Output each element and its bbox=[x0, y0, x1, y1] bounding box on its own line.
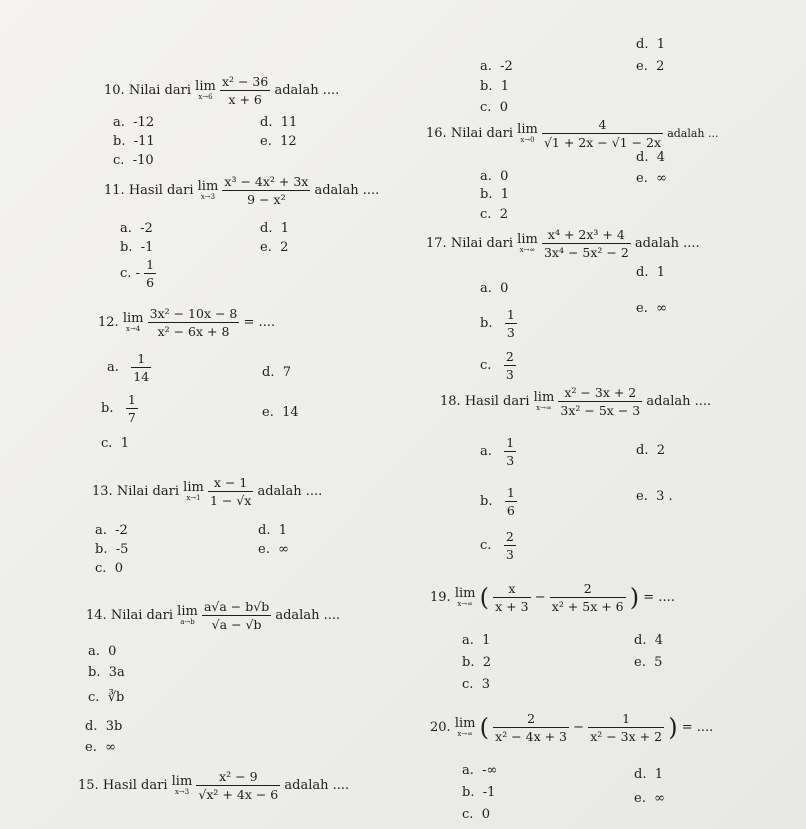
fraction: $\frac{4}{√1 + 2x - √1 - 2x}$ bbox=[543, 117, 662, 151]
question-17: 17. Nilai dari lim x→∞ $\frac{\text{x⁴ + 2x³ + 4}}{\text{3x⁴ − 5x² − 2}}$ adalah .... bbox=[426, 227, 700, 261]
question-10: 10. Nilai dari lim x→6 $\frac{\text{x² − 36}}{x + 6}$ adalah .... bbox=[104, 74, 340, 108]
question-19: 19. lim x→∞ ( $\frac{x}{x + 3}$ − $\frac{2}{\text{x² + 5x + 6}}$ ) = .... bbox=[430, 581, 675, 615]
question-13: 13. Nilai dari lim x→1 $\frac{x - 1}{1 - √x}$ adalah .... bbox=[92, 475, 323, 509]
limit-operator: lim x→∞ bbox=[454, 716, 476, 739]
fraction: $\frac{1}{\text{x² − 3x + 2}}$ bbox=[590, 711, 663, 745]
option-b: b. 1 bbox=[480, 79, 510, 94]
option-c: c. $\frac{2}{3}$ bbox=[480, 529, 514, 563]
question-number: 19. bbox=[430, 590, 451, 606]
question-number: 20. bbox=[430, 720, 451, 736]
question-number: 11. bbox=[104, 183, 125, 199]
option-d: d. 3b bbox=[85, 719, 123, 734]
option-b: b. 1 bbox=[480, 187, 510, 202]
option-d: d. 7 bbox=[262, 365, 292, 380]
question-number: 12. bbox=[98, 315, 119, 331]
option-b: b. $\frac{1}{7}$ bbox=[101, 392, 136, 426]
option-e: e. ∞ bbox=[634, 791, 665, 806]
fraction: $\frac{x}{x + 3}$ bbox=[495, 581, 529, 615]
fraction: $\frac{2}{\text{x² + 5x + 6}}$ bbox=[551, 581, 624, 615]
option-a: a. -2 bbox=[95, 523, 128, 538]
option-c: c. - $\frac{1}{6}$ bbox=[120, 257, 155, 291]
fraction: $\frac{x - 1}{1 - √x}$ bbox=[209, 475, 252, 509]
option-b: b. 2 bbox=[462, 655, 492, 670]
option-b: b. -1 bbox=[120, 240, 154, 255]
option-d: d. 4 bbox=[636, 150, 666, 165]
fraction: $\frac{a√a - b√b}{√a - √b}$ bbox=[203, 599, 270, 633]
option-b: b. 3a bbox=[88, 665, 125, 680]
fraction: $\frac{\text{3x² − 10x − 8}}{\text{x² − 6x + 8}}$ bbox=[149, 306, 238, 340]
option-d: d. 1 bbox=[258, 523, 288, 538]
option-c: c. 2 bbox=[480, 207, 508, 222]
option-e: e. 14 bbox=[262, 405, 299, 420]
option-d: d. 1 bbox=[634, 767, 664, 782]
question-11: 11. Hasil dari lim x→3 $\frac{\text{x³ − 4x² + 3x}}{\text{9 − x²}}$ adalah .... bbox=[104, 174, 380, 208]
option-d: d. 1 bbox=[260, 221, 290, 236]
option-b: b. -1 bbox=[462, 785, 496, 800]
question-number: 17. bbox=[426, 236, 447, 252]
fraction: $\frac{\text{x³ − 4x² + 3x}}{\text{9 − x²}}$ bbox=[224, 174, 309, 208]
option-c: c. $\frac{2}{3}$ bbox=[480, 349, 514, 383]
option-e: e. ∞ bbox=[85, 740, 116, 755]
option-c: c. 0 bbox=[480, 100, 508, 115]
limit-operator: lim x→6 bbox=[195, 79, 216, 102]
option-a: a. -2 bbox=[120, 221, 153, 236]
question-number: 13. bbox=[92, 484, 113, 500]
option-a: a. 0 bbox=[480, 169, 509, 184]
fraction: $\frac{\text{x² − 3x + 2}}{\text{3x² − 5x − 3}}$ bbox=[560, 385, 641, 419]
question-number: 14. bbox=[86, 608, 107, 624]
option-d: d. 4 bbox=[634, 633, 664, 648]
limit-operator: lim x→1 bbox=[183, 480, 204, 503]
option-a: a. $\frac{1}{14}$ bbox=[107, 351, 150, 385]
question-number: 16. bbox=[426, 126, 447, 142]
question-16: 16. Nilai dari lim x→0 $\frac{4}{√1 + 2x - √1 - 2x}$ adalah ... bbox=[426, 117, 719, 151]
limit-operator: lim x→4 bbox=[122, 311, 144, 334]
option-c: c. 0 bbox=[462, 807, 490, 822]
option-c: c. 3 bbox=[462, 677, 490, 692]
option-a: a. 0 bbox=[88, 644, 117, 659]
option-d: d. 1 bbox=[636, 37, 666, 52]
option-e: e. 12 bbox=[260, 134, 297, 149]
option-c: c. 1 bbox=[101, 436, 129, 451]
question-20: 20. lim x→∞ ( $\frac{2}{\text{x² − 4x + 3}}$ − $\frac{1}{\text{x² − 3x + 2}}$ ) = .... bbox=[430, 711, 714, 745]
option-e: e. ∞ bbox=[636, 301, 667, 316]
option-a: a. -2 bbox=[480, 59, 513, 74]
option-e: e. 3 . bbox=[636, 489, 673, 504]
question-15: 15. Hasil dari lim x→3 $\frac{\text{x² − 9}}{\text{√x² + 4x − 6}}$ adalah .... bbox=[78, 769, 350, 803]
question-number: 18. bbox=[440, 394, 461, 410]
option-b: b. -11 bbox=[113, 134, 155, 149]
fraction: $\frac{\text{x⁴ + 2x³ + 4}}{\text{3x⁴ − 5x² − 2}}$ bbox=[543, 227, 629, 261]
option-e: e. ∞ bbox=[258, 542, 289, 557]
fraction: $\frac{2}{\text{x² − 4x + 3}}$ bbox=[495, 711, 567, 745]
option-b: b. -5 bbox=[95, 542, 129, 557]
option-d: d. 2 bbox=[636, 443, 666, 458]
question-number: 10. bbox=[104, 83, 125, 99]
option-b: b. $\frac{1}{3}$ bbox=[480, 307, 515, 341]
option-c: c. ∛b bbox=[88, 690, 125, 705]
option-a: a. 1 bbox=[462, 633, 491, 648]
option-a: a. 0 bbox=[480, 281, 509, 296]
limit-operator: lim x→0 bbox=[517, 122, 538, 145]
option-d: d. 11 bbox=[260, 115, 298, 130]
fraction: $\frac{\text{x² − 36}}{x + 6}$ bbox=[221, 74, 269, 108]
option-d: d. 1 bbox=[636, 265, 666, 280]
limit-operator: lim x→∞ bbox=[533, 390, 555, 413]
limit-operator: lim x→∞ bbox=[454, 586, 476, 609]
question-18: 18. Hasil dari lim x→∞ $\frac{\text{x² − 3x + 2}}{\text{3x² − 5x − 3}}$ adalah .... bbox=[440, 385, 712, 419]
question-14: 14. Nilai dari lim a→b $\frac{a√a - b√b}{√a - √b}$ adalah .... bbox=[86, 599, 341, 633]
question-12: 12. lim x→4 $\frac{\text{3x² − 10x − 8}}{\text{x² − 6x + 8}}$ = .... bbox=[98, 306, 276, 340]
option-c: c. -10 bbox=[113, 153, 154, 168]
question-number: 15. bbox=[78, 778, 99, 794]
option-a: a. -∞ bbox=[462, 763, 498, 778]
option-e: e. 2 bbox=[636, 59, 665, 74]
option-e: e. 2 bbox=[260, 240, 289, 255]
limit-operator: lim a→b bbox=[177, 604, 198, 627]
limit-operator: lim x→3 bbox=[197, 179, 219, 202]
fraction: $\frac{\text{x² − 9}}{\text{√x² + 4x − 6}}$ bbox=[198, 769, 279, 803]
limit-operator: lim x→3 bbox=[171, 774, 193, 797]
option-b: b. $\frac{1}{6}$ bbox=[480, 485, 515, 519]
option-c: c. 0 bbox=[95, 561, 123, 576]
option-a: a. $\frac{1}{3}$ bbox=[480, 435, 515, 469]
option-e: e. 5 bbox=[634, 655, 663, 670]
option-e: e. ∞ bbox=[636, 171, 667, 186]
limit-operator: lim x→∞ bbox=[517, 232, 538, 255]
option-a: a. -12 bbox=[113, 115, 155, 130]
